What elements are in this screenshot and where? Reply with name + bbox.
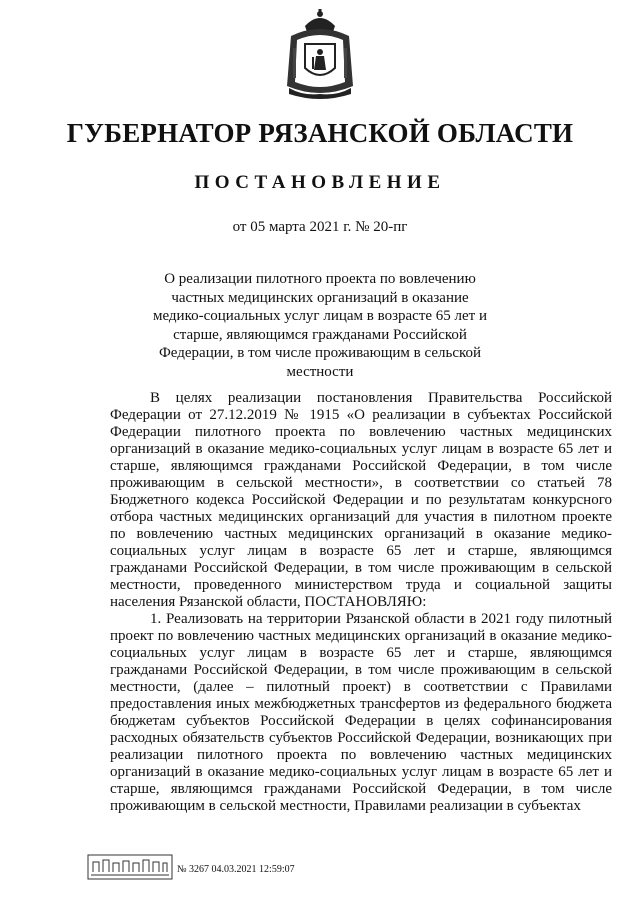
body-paragraph: 1. Реализовать на территории Рязанской области в 2021 году пилотный проект по вовлечению частных медицинских организаций в оказание медико-социальных услуг лицам в возрасте 65 лет и старше, являющимся гражданами Российской Федерации, в том числе проживающим в сельской местности, (далее – пилотный проект) в соответствии с Правилами предоставления иных межбюджетных трансфертов из федерального бюджета бюджетам субъектов Российской Федерации в целях софинансирования расходных обязательств субъектов Российской Федерации, возникающих при реализации пилотного проекта по вовлечению частных медицинских организаций в оказание медико-социальных услуг лицам в возрасте 65 лет и старше, являющимся гражданами Российской Федерации, в том числе проживающим в сельской местности, Правилами реализации в субъектах bbox=[110, 611, 612, 814]
authority-title: ГУБЕРНАТОР РЯЗАНСКОЙ ОБЛАСТИ bbox=[66, 118, 574, 148]
document-type: ПОСТАНОВЛЕНИЕ bbox=[194, 172, 446, 193]
document-body bbox=[110, 390, 612, 815]
document-date-number: от 05 марта 2021 г. № 20-пг bbox=[232, 219, 408, 235]
document-subject: О реализации пилотного проекта по вовлечению частных медицинских организаций в оказание медико-социальных услуг лицам в возрасте 65 лет и старше, являющимся гражданами Российской Федерации, в том числе проживающим в сельской местности bbox=[152, 271, 488, 380]
registration-stamp-icon bbox=[87, 854, 173, 880]
registration-number: № 3267 04.03.2021 12:59:07 bbox=[177, 864, 295, 875]
body-paragraph: В целях реализации постановления Правительства Российской Федерации от 27.12.2019 № 1915 «О реализации в субъектах Российской Федерации пилотного проекта по вовлечению частных медицинских организаций в оказание медико-социальных услуг лицам в возрасте 65 лет и старше, являющимся гражданами Российской Федерации, в том числе проживающим в сельской местности», в соответствии со статьей 78 Бюджетного кодекса Российской Федерации и по результатам конкурсного отбора частных медицинских организаций для участия в пилотном проекте по вовлечению частных медицинских организаций в оказание медико-социальных услуг лицам в возрасте 65 лет и старше, являющимся гражданами Российской Федерации, в том числе проживающим в сельской местности, проведенного министерством труда и социальной защиты населения Рязанской области, ПОСТАНОВЛЯЮ: bbox=[110, 390, 612, 610]
coat-of-arms-icon bbox=[283, 8, 357, 100]
footer bbox=[87, 846, 327, 886]
